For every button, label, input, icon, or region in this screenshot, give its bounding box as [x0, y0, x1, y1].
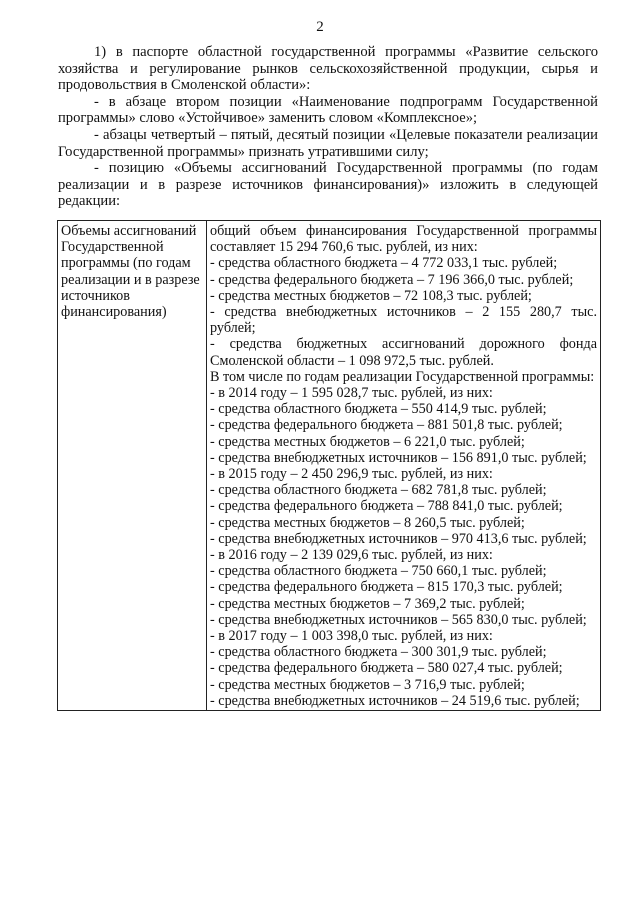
funding-line: - средства федерального бюджета – 7 196 366,0 тыс. рублей;	[210, 271, 574, 288]
funding-line: - средства областного бюджета – 4 772 033,1 тыс. рублей;	[210, 255, 558, 272]
funding-line: - средства местных бюджетов – 72 108,3 тыс. рублей;	[210, 287, 532, 304]
page-number: 2	[316, 19, 324, 35]
funding-line: - средства внебюджетных источников – 156 891,0 тыс. рублей;	[210, 449, 587, 466]
funding-line: - в 2014 году – 1 595 028,7 тыс. рублей, из них:	[210, 385, 493, 402]
funding-line: - средства местных бюджетов – 8 260,5 тыс. рублей;	[210, 514, 525, 531]
funding-table-wrapper	[57, 220, 601, 711]
funding-table	[57, 220, 601, 711]
intro-text	[58, 44, 598, 210]
funding-line: В том числе по годам реализации Государственной программы:	[210, 368, 595, 385]
funding-line: - средства федерального бюджета – 580 027,4 тыс. рублей;	[210, 660, 563, 677]
intro-paragraph: - абзацы четвертый – пятый, десятый позиции «Целевые показатели реализации Государственной программы» признать утратившими силу;	[58, 126, 598, 160]
funding-line: общий объем финансирования Государственной программы составляет 15 294 760,6 тыс. рублей, из них:	[210, 223, 597, 256]
funding-line: - в 2017 году – 1 003 398,0 тыс. рублей, из них:	[210, 628, 493, 645]
funding-line: - средства областного бюджета – 750 660,1 тыс. рублей;	[210, 563, 547, 580]
funding-line: - средства внебюджетных источников – 970 413,6 тыс. рублей;	[210, 530, 587, 547]
funding-line: - средства внебюджетных источников – 24 519,6 тыс. рублей;	[210, 692, 580, 709]
table-row	[58, 221, 601, 711]
funding-line: - средства областного бюджета – 300 301,9 тыс. рублей;	[210, 644, 547, 661]
funding-line: - средства местных бюджетов – 6 221,0 тыс. рублей;	[210, 433, 525, 450]
intro-paragraph: - в абзаце втором позиции «Наименование подпрограмм Государственной программы» слово «Устойчивое» заменить словом «Комплексное»;	[58, 93, 598, 127]
funding-line: - средства бюджетных ассигнований дорожного фонда Смоленской области – 1 098 972,5 тыс. рублей.	[210, 336, 597, 369]
funding-line: - в 2015 году – 2 450 296,9 тыс. рублей, из них:	[210, 466, 493, 483]
intro-paragraph: - позицию «Объемы ассигнований Государственной программы (по годам реализации и в разрезе источников финансирования)» изложить в следующей редакции:	[58, 160, 598, 210]
funding-line: - средства местных бюджетов – 7 369,2 тыс. рублей;	[210, 595, 525, 612]
intro-paragraph: 1) в паспорте областной государственной программы «Развитие сельского хозяйства и регулирование рынков сельскохозяйственной продукции, сырья и продовольствия в Смоленской области»:	[58, 44, 598, 94]
table-content-cell	[207, 221, 601, 711]
funding-line: - средства внебюджетных источников – 565 830,0 тыс. рублей;	[210, 611, 587, 628]
funding-line: - средства местных бюджетов – 3 716,9 тыс. рублей;	[210, 676, 525, 693]
table-label-cell	[58, 221, 207, 711]
funding-line: - средства внебюджетных источников – 2 155 280,7 тыс. рублей;	[210, 304, 597, 337]
funding-line: - средства федерального бюджета – 881 501,8 тыс. рублей;	[210, 417, 563, 434]
table-label-text: Объемы ассигнований Государственной программы (по годам реализации и в разрезе источников финансирования)	[61, 223, 200, 321]
funding-line: - средства федерального бюджета – 815 170,3 тыс. рублей;	[210, 579, 563, 596]
funding-line: - средства областного бюджета – 550 414,9 тыс. рублей;	[210, 401, 547, 418]
funding-line: - в 2016 году – 2 139 029,6 тыс. рублей, из них:	[210, 547, 493, 564]
funding-line: - средства областного бюджета – 682 781,8 тыс. рублей;	[210, 482, 547, 499]
funding-line: - средства федерального бюджета – 788 841,0 тыс. рублей;	[210, 498, 563, 515]
